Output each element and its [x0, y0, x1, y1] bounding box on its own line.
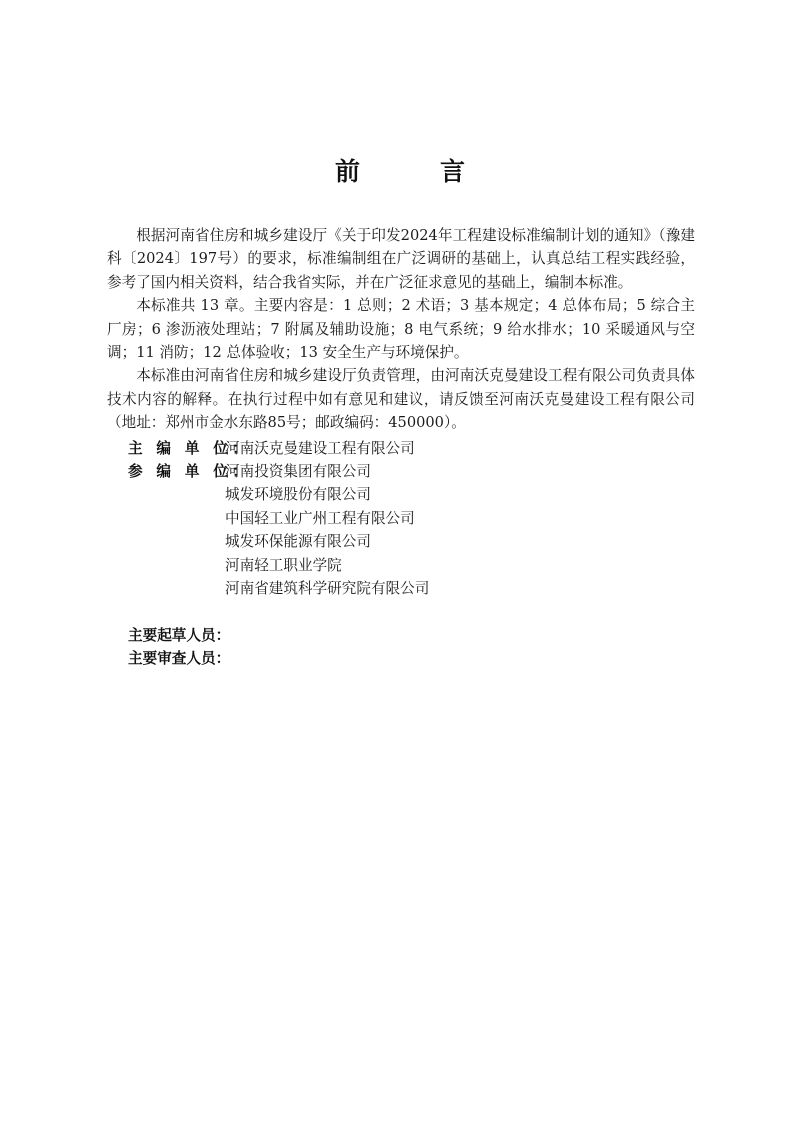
paragraph-scope: 根据河南省住房和城乡建设厅《关于印发2024年工程建设标准编制计划的通知》（豫建科〔2024〕197号）的要求，标准编制组在广泛调研的基础上，认真总结工程实践经验，参考了国内相关资料，结合我省实际，并在广泛征求意见的基础上，编制本标准。	[107, 227, 695, 291]
unit-row-chief-editor	[107, 437, 695, 460]
unit-values-chief-editor	[223, 437, 695, 460]
unit-label-participating-editors: 参 编 单 位：	[128, 463, 252, 481]
unit-value: 中国轻工业广州工程有限公司	[225, 509, 415, 527]
footer-label-main-drafters: 主要起草人员：	[128, 626, 231, 644]
paragraph-administration: 本标准由河南省住房和城乡建设厅负责管理，由河南沃克曼建设工程有限公司负责具体技术内容的解释。在执行过程中如有意见和建议，请反馈至河南沃克曼建设工程有限公司（地址：郑州市金水东路85号；邮政编码：450000）。	[107, 367, 695, 432]
unit-label-chief-editor: 主 编 单 位：	[128, 439, 252, 457]
unit-list	[107, 437, 695, 601]
unit-value: 城发环保能源有限公司	[225, 533, 371, 551]
unit-row-participating-editors	[107, 460, 695, 600]
page-title: 前 言	[334, 157, 475, 186]
unit-value: 河南省建筑科学研究院有限公司	[225, 580, 430, 598]
document-body	[107, 224, 695, 670]
footer-label-main-reviewers: 主要审查人员：	[128, 649, 231, 667]
unit-value: 河南轻工职业学院	[225, 556, 342, 574]
unit-value: 河南沃克曼建设工程有限公司	[225, 439, 415, 457]
unit-value: 城发环境股份有限公司	[225, 486, 371, 504]
footer-label-list	[107, 624, 695, 671]
unit-values-participating-editors	[223, 460, 695, 600]
unit-value: 河南投资集团有限公司	[225, 463, 371, 481]
paragraph-chapters: 本标准共 13 章。主要内容是：1 总则；2 术语；3 基本规定；4 总体布局；5 综合主厂房；6 渗沥液处理站；7 附属及辅助设施；8 电气系统；9 给水排水；10 采暖通风与空调；11 消防；12 总体验收；13 安全生产与环境保护。	[107, 297, 695, 362]
